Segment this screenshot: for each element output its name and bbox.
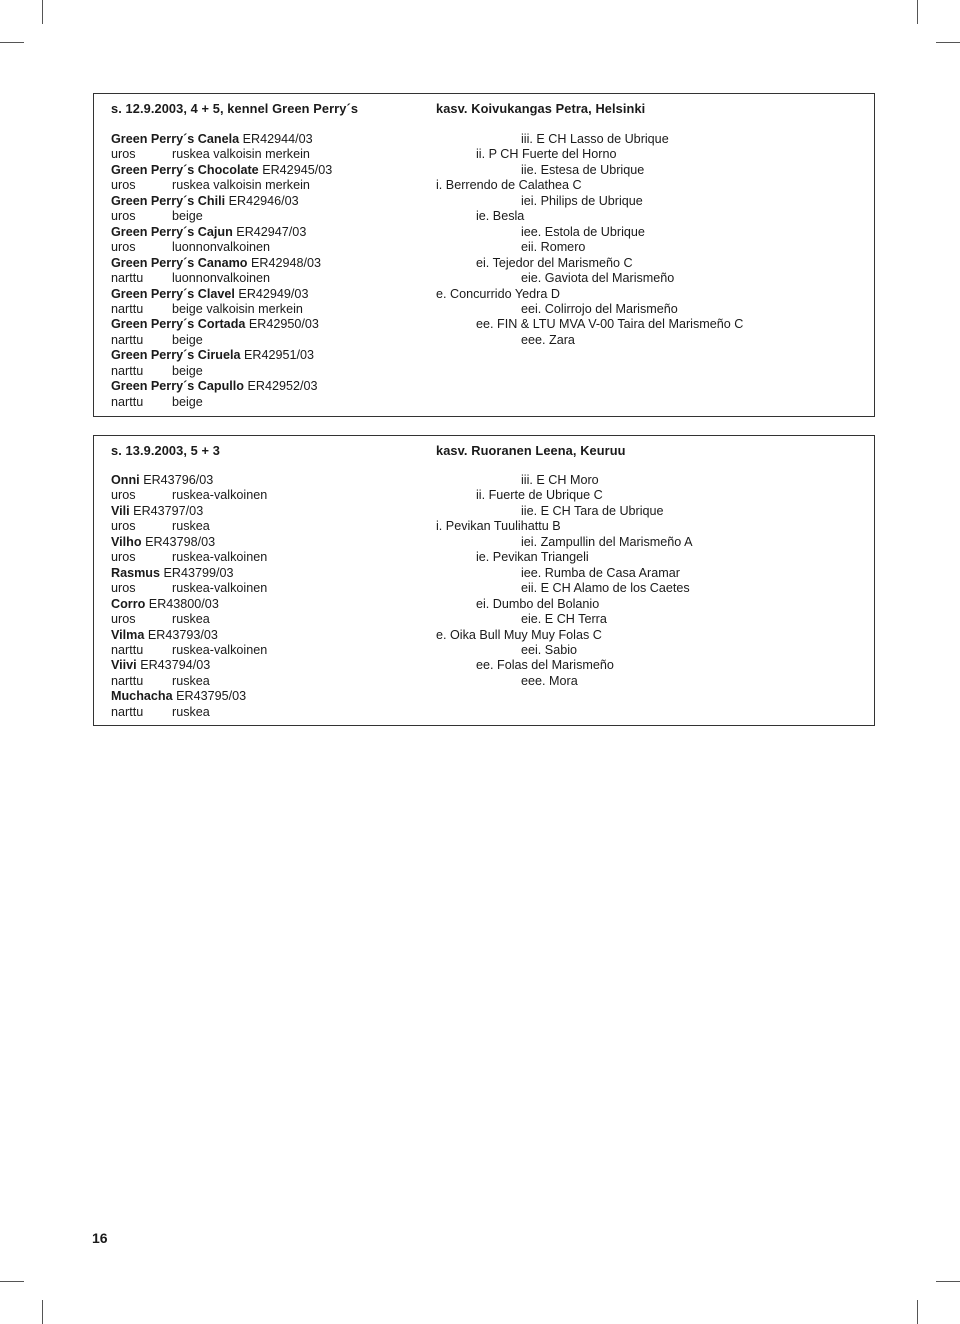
pedigree-ancestor: eii. Romero — [521, 240, 586, 255]
pup-entry — [111, 287, 421, 318]
pup-name: Green Perry´s Clavel — [111, 286, 235, 301]
crop-mark — [917, 1300, 918, 1324]
pedigree-ancestor: iei. Zampullin del Marismeño A — [521, 534, 693, 549]
litter-box-2 — [93, 435, 875, 726]
litter-box-1 — [93, 93, 875, 417]
pup-sex: narttu — [111, 271, 144, 286]
pup-name: Viivi — [111, 658, 137, 673]
pup-color: ruskea valkoisin merkein — [172, 147, 310, 162]
pup-name: Vili — [111, 503, 130, 518]
pup-reg: ER42952/03 — [247, 379, 318, 394]
pup-entry — [111, 132, 421, 163]
litter-breeder: kasv. Ruoranen Leena, Keuruu — [436, 443, 626, 458]
pup-name: Onni — [111, 473, 140, 487]
pup-sex: narttu — [111, 301, 144, 316]
pup-reg: ER42950/03 — [248, 317, 319, 332]
pup-color: ruskea — [172, 612, 210, 627]
pup-sex: uros — [111, 240, 136, 255]
pup-entry — [111, 317, 421, 348]
pedigree-ancestor: iee. Rumba de Casa Aramar — [521, 565, 680, 580]
pup-color: ruskea-valkoinen — [172, 550, 268, 565]
pedigree-ancestor: iii. E CH Lasso de Ubrique — [521, 132, 669, 146]
pup-sex: narttu — [111, 704, 144, 719]
pup-sex: uros — [111, 581, 136, 596]
pup-entry — [111, 628, 421, 659]
pup-reg: ER43798/03 — [145, 534, 216, 549]
pup-reg: ER43800/03 — [148, 596, 219, 611]
pedigree-list — [436, 473, 856, 689]
pup-color: ruskea-valkoinen — [172, 581, 268, 596]
pedigree-ancestor: iei. Philips de Ubrique — [521, 193, 643, 208]
pup-name: Green Perry´s Cajun — [111, 224, 233, 239]
pup-reg: ER43799/03 — [163, 565, 234, 580]
pup-name: Green Perry´s Canela — [111, 132, 240, 146]
pup-color: ruskea-valkoinen — [172, 642, 268, 657]
pup-name: Green Perry´s Cortada — [111, 317, 246, 332]
pup-color: ruskea-valkoinen — [172, 488, 268, 503]
pedigree-ancestor: eei. Sabio — [521, 642, 578, 657]
pup-entry — [111, 348, 421, 379]
pup-entry — [111, 535, 421, 566]
pup-color: ruskea valkoisin merkein — [172, 178, 310, 193]
pup-color: beige — [172, 394, 203, 409]
pedigree-ancestor: eii. E CH Alamo de los Caetes — [521, 581, 690, 596]
pup-name: Rasmus — [111, 565, 160, 580]
pedigree-ancestor: iee. Estola de Ubrique — [521, 224, 645, 239]
pedigree-ancestor: e. Concurrido Yedra D — [436, 286, 560, 301]
pedigree-ancestor: ei. Tejedor del Marismeño C — [476, 255, 633, 270]
pup-sex: narttu — [111, 642, 144, 657]
pedigree-ancestor: ii. P CH Fuerte del Horno — [476, 147, 617, 162]
pup-reg: ER43795/03 — [176, 689, 247, 704]
pedigree-ancestor: iie. Estesa de Ubrique — [521, 162, 645, 177]
crop-mark — [917, 0, 918, 24]
page-number: 16 — [92, 1230, 108, 1246]
pup-color: luonnonvalkoinen — [172, 240, 271, 255]
pup-sex: narttu — [111, 394, 144, 409]
pedigree-ancestor: ee. FIN & LTU MVA V-00 Taira del Marismeño C — [476, 317, 744, 332]
pup-entry — [111, 597, 421, 628]
pup-entry — [111, 225, 421, 256]
pup-name: Vilma — [111, 627, 145, 642]
pedigree-ancestor: i. Pevikan Tuulihattu B — [436, 519, 561, 534]
pup-color: luonnonvalkoinen — [172, 271, 271, 286]
pup-color: beige — [172, 332, 203, 347]
pedigree-ancestor: eee. Zara — [521, 332, 575, 347]
pup-list — [111, 132, 421, 410]
pedigree-ancestor: i. Berrendo de Calathea C — [436, 178, 582, 193]
crop-mark — [0, 1281, 24, 1282]
pup-sex: narttu — [111, 363, 144, 378]
pup-sex: uros — [111, 550, 136, 565]
crop-mark — [42, 0, 43, 24]
pup-reg: ER42947/03 — [236, 224, 307, 239]
pedigree-ancestor: iii. E CH Moro — [521, 473, 599, 487]
pup-reg: ER42945/03 — [262, 162, 333, 177]
pup-color: ruskea — [172, 519, 210, 534]
pup-entry — [111, 163, 421, 194]
pedigree-ancestor: e. Oika Bull Muy Muy Folas C — [436, 627, 602, 642]
pup-reg: ER42949/03 — [238, 286, 309, 301]
pup-reg: ER43793/03 — [147, 627, 218, 642]
pup-color: beige — [172, 209, 203, 224]
pup-entry — [111, 566, 421, 597]
pedigree-ancestor: eei. Colirrojo del Marismeño — [521, 301, 678, 316]
pup-reg: ER42948/03 — [251, 255, 322, 270]
litter-breeder: kasv. Koivukangas Petra, Helsinki — [436, 101, 646, 116]
pup-entry — [111, 256, 421, 287]
pup-name: Green Perry´s Chili — [111, 193, 226, 208]
pup-reg: ER42951/03 — [244, 348, 315, 363]
litter-date-title: s. 12.9.2003, 4 + 5, kennel Green Perry´s — [111, 101, 359, 116]
pup-name: Green Perry´s Ciruela — [111, 348, 241, 363]
litter-date-title: s. 13.9.2003, 5 + 3 — [111, 443, 220, 458]
crop-mark — [42, 1300, 43, 1324]
pup-sex: narttu — [111, 673, 144, 688]
pedigree-ancestor: ei. Dumbo del Bolanio — [476, 596, 600, 611]
pup-entry — [111, 473, 421, 504]
crop-mark — [0, 42, 24, 43]
pup-list — [111, 473, 421, 720]
pup-name: Muchacha — [111, 689, 173, 704]
crop-mark — [936, 42, 960, 43]
pup-reg: ER43797/03 — [133, 503, 204, 518]
pup-name: Green Perry´s Chocolate — [111, 162, 259, 177]
pedigree-ancestor: ie. Pevikan Triangeli — [476, 550, 589, 565]
pedigree-ancestor: iie. E CH Tara de Ubrique — [521, 503, 664, 518]
pup-reg: ER43796/03 — [143, 473, 214, 487]
pup-color: ruskea — [172, 673, 210, 688]
pedigree-ancestor: eie. Gaviota del Marismeño — [521, 271, 675, 286]
pup-entry — [111, 689, 421, 720]
pup-sex: uros — [111, 178, 136, 193]
pup-entry — [111, 379, 421, 410]
pup-color: beige — [172, 363, 203, 378]
pup-name: Green Perry´s Capullo — [111, 379, 244, 394]
pup-name: Green Perry´s Canamo — [111, 255, 248, 270]
pup-reg: ER42944/03 — [242, 132, 313, 146]
pedigree-ancestor: ie. Besla — [476, 209, 525, 224]
pup-color: beige valkoisin merkein — [172, 301, 303, 316]
pup-sex: narttu — [111, 332, 144, 347]
crop-mark — [936, 1281, 960, 1282]
pedigree-ancestor: ii. Fuerte de Ubrique C — [476, 488, 603, 503]
pup-reg: ER42946/03 — [228, 193, 299, 208]
pup-sex: uros — [111, 612, 136, 627]
pup-name: Corro — [111, 596, 146, 611]
pedigree-list — [436, 132, 856, 348]
pup-entry — [111, 504, 421, 535]
pedigree-ancestor: eie. E CH Terra — [521, 612, 607, 627]
pedigree-ancestor: eee. Mora — [521, 673, 578, 688]
pup-name: Vilho — [111, 534, 142, 549]
pup-color: ruskea — [172, 704, 210, 719]
pedigree-ancestor: ee. Folas del Marismeño — [476, 658, 614, 673]
pup-sex: uros — [111, 488, 136, 503]
pup-sex: uros — [111, 519, 136, 534]
pup-sex: uros — [111, 147, 136, 162]
pup-entry — [111, 194, 421, 225]
pup-reg: ER43794/03 — [140, 658, 211, 673]
pup-sex: uros — [111, 209, 136, 224]
pup-entry — [111, 658, 421, 689]
